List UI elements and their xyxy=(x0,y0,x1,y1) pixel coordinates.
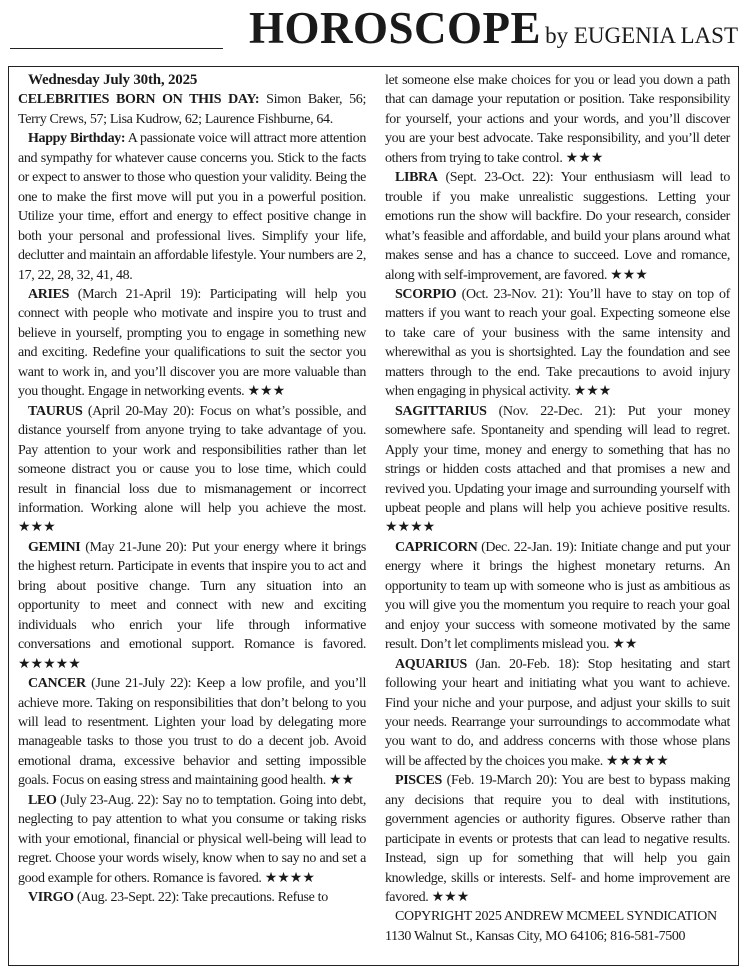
sign-dates: (July 23-Aug. 22): xyxy=(56,792,159,808)
copyright-notice: COPYRIGHT 2025 ANDREW MCMEEL SYNDICATION 1130 Walnut St., Kansas City, MO 64106; 816-581-7500 xyxy=(385,909,717,944)
sign-scorpio xyxy=(385,285,730,402)
sign-dates: (Feb. 19-March 20): xyxy=(441,773,558,789)
sign-name: AQUARIUS xyxy=(395,656,467,672)
page-title: HOROSCOPE xyxy=(249,3,542,53)
virgo-text-continued: let someone else make choices for you or lead you down a path that can damage your reputation or position. Take responsibility for yourself, your actions and your words, and you’ll discover you are your best advocate. Take responsibility, and you’ll deter others from trying to take control. xyxy=(385,73,730,166)
sign-sagittarius xyxy=(385,402,730,538)
sign-dates: (May 21-June 20): xyxy=(80,539,187,555)
sign-dates: (Nov. 22-Dec. 21): xyxy=(486,403,616,419)
sign-leo xyxy=(18,791,366,888)
sign-name: PISCES xyxy=(395,773,442,789)
sign-name: LIBRA xyxy=(395,170,438,186)
left-column xyxy=(18,71,366,907)
sign-gemini xyxy=(18,538,366,674)
sign-dates: (Oct. 23-Nov. 21): xyxy=(456,286,563,302)
birthday-paragraph xyxy=(18,129,366,285)
sign-name: SCORPIO xyxy=(395,286,457,302)
sign-text: Participating will help you connect with people who motivate and inspire you to trust and believe in yourself, prompting you to engage in something new and exciting. Redefine your qualifications to suit the sector you want to work in, and you’ll discover you are more valuable than you thought. Engage in networking events. xyxy=(18,286,366,400)
sign-name: CANCER xyxy=(28,676,86,692)
horoscope-box xyxy=(8,66,739,966)
sign-text: You are best to bypass making any decisions that require you to deal with institutions, government agencies or authority figures. Observe rather than participate in events or protests that can lead to negative results. Instead, sign up for something that will help you gain knowledge, skills or interests. Self- and home improvement are favored. xyxy=(385,773,731,906)
star-rating: ★★★★★ xyxy=(18,656,81,672)
sign-cancer xyxy=(18,674,366,791)
sign-text: Your enthusiasm will lead to trouble if you make unrealistic suggestions. Letting your emotions run the show will backfire. Do your research, consider what’s feasible and affordable, and build your plans around what makes sense and has a chance to succeed. Love and romance, along with self-improvement, are favored. xyxy=(385,170,730,283)
sign-dates: (April 20-May 20): xyxy=(82,403,195,419)
sign-text: Put your money somewhere safe. Spontaneity and spending will lead to regret. Apply your time, money and energy to something that has no strings or hidden costs attached and that promises a new and revived you. Updating your image and surrounding yourself with upbeat people and plans will help you achieve positive results. xyxy=(385,403,730,516)
celebrities-paragraph xyxy=(18,90,366,129)
sign-dates: (March 21-April 19): xyxy=(69,286,201,302)
sign-taurus xyxy=(18,402,366,538)
sign-text: Say no to temptation. Going into debt, neglecting to pay attention to what you consume or taking risks with your emotional, financial or physical well-being will lead to regret. Choose your words wisely, know when to say no and set a good example for others. Romance is favored. xyxy=(18,792,366,886)
sign-name: GEMINI xyxy=(28,539,81,555)
sign-dates: (Jan. 20-Feb. 18): xyxy=(466,656,580,672)
celebrities-label: CELEBRITIES BORN ON THIS DAY: xyxy=(18,92,260,108)
star-rating: ★★★ xyxy=(573,384,612,400)
star-rating: ★★ xyxy=(612,637,638,653)
birthday-text: A passionate voice will attract more attention and sympathy for whatever cause concerns you. Stick to the facts or expect to answer to those who question your validity. Being the one to make the first move will put you in a powerful position. Utilize your time, effort and energy to effect positive change in both your personal and professional lives. Simplify your life, declutter and maintain an affordable lifestyle. Your numbers are 2, 17, 22, 28, 32, 41, 48. xyxy=(18,131,366,283)
sign-dates: (Dec. 22-Jan. 19): xyxy=(477,539,577,555)
sign-libra xyxy=(385,168,730,285)
sign-name: LEO xyxy=(28,792,57,808)
right-column xyxy=(385,71,730,946)
sign-pisces xyxy=(385,771,730,907)
star-rating: ★★★★ xyxy=(264,870,315,886)
star-rating: ★★★★★ xyxy=(606,753,669,769)
sign-virgo-start xyxy=(18,888,366,907)
masthead xyxy=(0,0,750,62)
masthead-rule xyxy=(10,48,223,49)
date-line: Wednesday July 30th, 2025 xyxy=(28,72,198,88)
star-rating: ★★★ xyxy=(18,520,56,536)
sign-text: Stop hesitating and start following your heart and initiating what you want to achieve. Find your niche and your purpose, and adjust your skills to suit your needs. Rearrange your surroundings to accommodate what you want to do, and address concerns with those whose plans will be affected by the choices you make. xyxy=(385,656,731,769)
sign-text: Focus on what’s possible, and distance yourself from anyone trying to take advantage of you. Pay attention to your work and responsibilities rather than let someone distract you or cause you to lose time, which could result in financial loss due to mismanagement or incorrect information. Working alone will help you achieve the most. xyxy=(18,403,366,516)
sign-capricorn xyxy=(385,538,730,655)
sign-name: SAGITTARIUS xyxy=(395,403,487,419)
star-rating: ★★★ xyxy=(610,267,648,283)
sign-dates: (June 21-July 22): xyxy=(85,676,192,692)
byline: by EUGENIA LAST xyxy=(545,23,738,48)
celebrities-text: Simon Baker, 56; Terry Crews, 57; Lisa Kudrow, 62; Laurence Fishburne, 64. xyxy=(18,92,366,127)
masthead-title xyxy=(249,4,738,60)
sign-dates: (Sept. 23-Oct. 22): xyxy=(437,170,554,186)
sign-dates: (Aug. 23-Sept. 22): xyxy=(73,890,180,906)
sign-text: Initiate change and put your energy where it brings the highest monetary returns. An opportunity to team up with someone who is just as ambitious as you will give you the momentum you require to reach your goal and enjoy your success with someone motivated by the same result. Don’t let compliments mislead you. xyxy=(385,539,730,653)
star-rating: ★★ xyxy=(329,773,355,789)
virgo-text-start: Take precautions. Refuse to xyxy=(182,890,328,906)
sign-virgo-continued xyxy=(385,71,730,168)
sign-text: Put your energy where it brings the highest return. Participate in events that inspire you to act and bring about positive change. Turn any situation into an opportunity to meet and connect with new and exciting individuals who enrich your life through informative conversations and emotional support. Romance is favored. xyxy=(18,539,366,653)
sign-text: You’ll have to stay on top of matters if you want to reach your goal. Expecting someone else to take care of your business with the same intensity and wherewithal as you is shortsighted. Lay the foundation and see matters through to the end. Take precautions to avoid injury when engaging in physical activity. xyxy=(385,286,730,400)
star-rating: ★★★ xyxy=(431,890,470,906)
sign-aries xyxy=(18,285,366,402)
star-rating: ★★★ xyxy=(247,384,286,400)
sign-name: ARIES xyxy=(28,286,70,302)
star-rating: ★★★ xyxy=(565,150,604,166)
sign-text: Keep a low profile, and you’ll achieve more. Taking on responsibilities that don’t belong to you will lead to resentment. Lighten your load by delegating more manageable tasks to those you trust to do a decent job. Avoid emotional drama, excessive behavior and setting impossible goals. Focus on easing stress and maintaining good health. xyxy=(18,676,367,789)
sign-name: VIRGO xyxy=(28,890,74,906)
star-rating: ★★★★ xyxy=(385,520,436,536)
sign-name: CAPRICORN xyxy=(395,539,478,555)
sign-name: TAURUS xyxy=(28,403,83,419)
birthday-label: Happy Birthday: xyxy=(28,131,126,147)
sign-aquarius xyxy=(385,655,730,772)
